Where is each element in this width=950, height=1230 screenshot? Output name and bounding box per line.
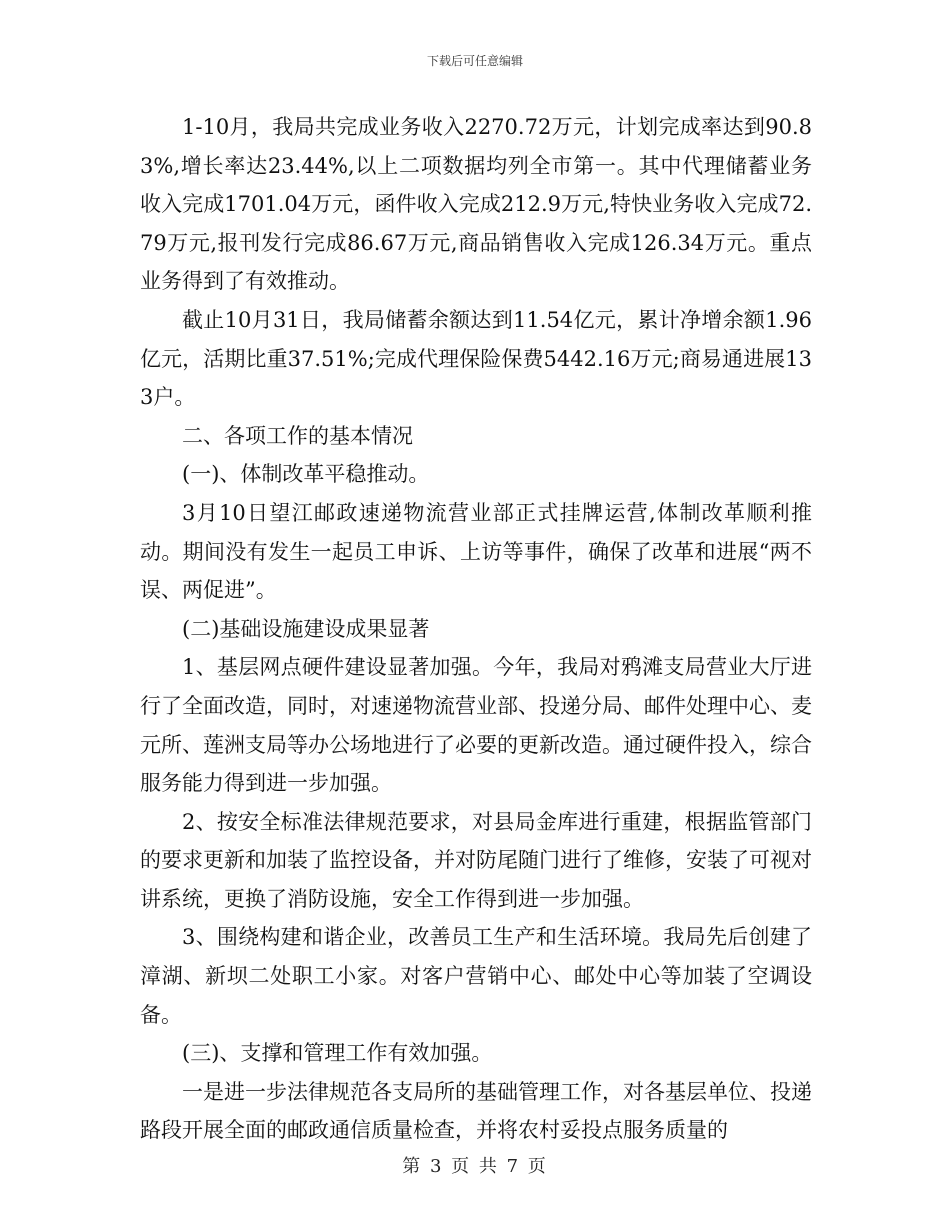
paragraph-management-1: 一是进一步法律规范各支局所的基础管理工作，对各基层单位、投递路段开展全面的邮政通信质量检查，并将农村妥投点服务质量的 — [140, 1079, 812, 1143]
paragraph-savings: 截止10月31日，我局储蓄余额达到11.54亿元，累计净增余额1.96亿元，活期比重37.51%;完成代理保险保费5442.16万元;商易通进展133户。 — [140, 307, 812, 410]
section-heading-basic-situation: 二、各项工作的基本情况 — [182, 423, 413, 448]
page-footer-number: 第 3 页 共 7 页 — [402, 1156, 548, 1177]
subsection-heading-management: (三)、支撑和管理工作有效加强。 — [182, 1041, 493, 1066]
paragraph-infrastructure-1: 1、基层网点硬件建设显著加强。今年，我局对鸦滩支局营业大厅进行了全面改造，同时，对速递物流营业部、投递分局、邮件处理中心、麦元所、莲洲支局等办公场地进行了必要的更新改造。通过硬件投入，综合服务能力得到进一步加强。 — [140, 655, 812, 796]
subsection-heading-reform: (一)、体制改革平稳推动。 — [182, 462, 430, 487]
document-body — [140, 108, 812, 1150]
paragraph-infrastructure-2: 2、按安全标准法律规范要求，对县局金库进行重建，根据监管部门的要求更新和加装了监控设备，并对防尾随门进行了维修，安装了可视对讲系统，更换了消防设施，安全工作得到进一步加强。 — [140, 809, 812, 911]
paragraph-reform: 3月10日望江邮政速递物流营业部正式挂牌运营,体制改革顺利推动。期间没有发生一起员工申诉、上访等事件，确保了改革和进展“两不误、两促进”。 — [140, 500, 812, 603]
paragraph-infrastructure-3: 3、围绕构建和谐企业，改善员工生产和生活环境。我局先后创建了漳湖、新坝二处职工小家。对客户营销中心、邮处中心等加装了空调设备。 — [140, 925, 812, 1027]
subsection-heading-infrastructure: (二)基础设施建设成果显著 — [182, 616, 430, 641]
page-header-note: 下载后可任意编辑 — [426, 54, 523, 68]
paragraph-revenue: 1-10月，我局共完成业务收入2270.72万元，计划完成率达到90.83%,增长率达23.44%,以上二项数据均列全市第一。其中代理储蓄业务收入完成1701.04万元，函件收入完成212.9万元,特快业务收入完成72.79万元,报刊发行完成86.67万元,商品销售收入完成126.34万元。重点业务得到了有效推动。 — [140, 115, 812, 294]
